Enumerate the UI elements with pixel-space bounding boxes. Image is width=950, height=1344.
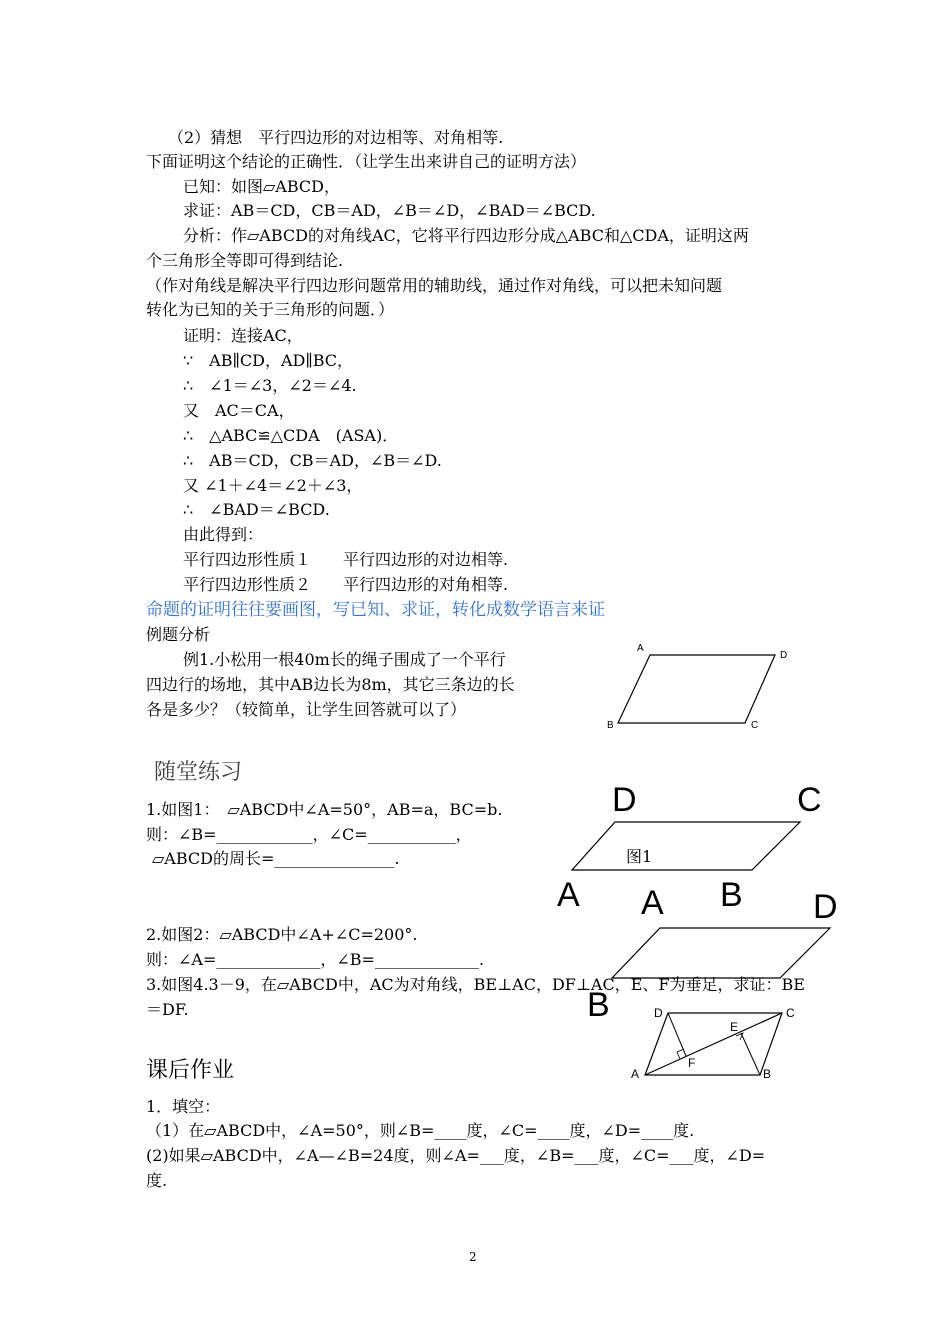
text-line: 又 ∠1＋∠4＝∠2＋∠3， (183, 476, 363, 495)
text-line: ∴ △ABC≌△CDA (ASA)． (183, 426, 399, 445)
vertex-label: D (612, 781, 637, 819)
text-line: 已知：如图▱ABCD， (183, 177, 340, 196)
exercise-line: 2.如图2：▱ABCD中∠A+∠C=200°. (146, 925, 418, 944)
text-line: 例1.小松用一根40m长的绳子围成了一个平行 (183, 650, 506, 669)
text-line: 下面证明这个结论的正确性．（让学生出来讲自己的证明方法） (146, 152, 587, 171)
section-heading: 随堂练习 (154, 760, 243, 785)
text-line: 又 AC＝CA， (183, 401, 295, 420)
vertex-label: F (688, 1056, 696, 1070)
exercise-line: ▱ABCD的周长=_______________. (152, 849, 400, 868)
text-line: 四边行的场地，其中AB边长为8m，其它三条边的长 (146, 675, 515, 694)
exercise-line: 3.如图4.3－9，在▱ABCD中，AC为对角线，BE⊥AC，DF⊥AC，E、F为垂足，求证：BE (146, 975, 805, 994)
text-line: 分析：作▱ABCD的对角线AC，它将平行四边形分成△ABC和△CDA，证明这两 (183, 226, 749, 245)
vertex-label: D (813, 888, 838, 926)
text-line: 求证：AB＝CD，CB＝AD，∠B＝∠D，∠BAD＝∠BCD. (183, 201, 596, 220)
vertex-label: A (557, 876, 580, 914)
homework-line: 度. (146, 1171, 168, 1190)
homework-line: (2)如果▱ABCD中，∠A—∠B=24度，则∠A=___度，∠B=___度，∠C=___度，∠D= (146, 1146, 766, 1165)
vertex-label: B (607, 720, 614, 731)
homework-line: （1）在▱ABCD中，∠A=50°，则∠B=____度，∠C=____度，∠D=____度. (146, 1121, 695, 1140)
highlight-note: 命题的证明往往要画图，写已知、求证，转化成数学语言来证 (146, 600, 605, 620)
vertex-label: B (587, 986, 610, 1024)
text-line: 个三角形全等即可得到结论. (146, 251, 344, 270)
homework-line: 1．填空： (146, 1097, 221, 1116)
exercise-line: 则：∠A=_____________，∠B=_____________. (146, 950, 485, 969)
text-line: 各是多少？（较简单，让学生回答就可以了） (146, 700, 467, 719)
text-line: 转化为已知的关于三角形的问题．） (146, 300, 395, 319)
vertex-label: B (720, 876, 743, 914)
section-heading: 课后作业 (146, 1058, 235, 1083)
text-line: 平行四边形性质２ 平行四边形的对角相等. (183, 575, 509, 594)
text-line: ∴ ∠BAD＝∠BCD. (183, 500, 330, 519)
exercise-line: 1.如图1： ▱ABCD中∠A=50°，AB=a，BC=b. (146, 800, 503, 819)
exercise-line: ＝DF. (146, 1000, 189, 1019)
text-line: ∴ AB＝CD，CB＝AD，∠B＝∠D. (183, 451, 442, 470)
section-label: 例题分析 (146, 625, 211, 644)
text-line: （作对角线是解决平行四边形问题常用的辅助线，通过作对角线，可以把未知问题 (146, 276, 723, 295)
page-number: 2 (469, 1250, 477, 1264)
text-line: ∵ AB∥CD，AD∥BC， (183, 351, 354, 370)
text-line: 平行四边形性质１ 平行四边形的对边相等. (183, 550, 509, 569)
vertex-label: C (786, 1006, 795, 1020)
exercise-line: 则：∠B=____________，∠C=___________， (146, 825, 472, 844)
vertex-label: D (780, 650, 788, 661)
vertex-label: E (730, 1020, 739, 1034)
vertex-label: D (654, 1006, 663, 1020)
vertex-label: C (797, 781, 822, 819)
vertex-label: A (637, 643, 644, 654)
vertex-label: A (641, 884, 664, 922)
perpendicular-be (741, 1033, 760, 1075)
vertex-label: B (763, 1067, 772, 1081)
vertex-label: A (631, 1067, 640, 1081)
text-line: 由此得到： (183, 525, 264, 544)
vertex-label: C (751, 720, 759, 731)
text-line: 证明：连接AC， (183, 326, 303, 345)
text-line: （2）猜想 平行四边形的对边相等、对角相等. (168, 128, 504, 147)
text-line: ∴ ∠1＝∠3，∠2＝∠4. (183, 376, 357, 395)
diagonal-ac (645, 1013, 782, 1075)
figure-caption: 图1 (626, 847, 653, 866)
